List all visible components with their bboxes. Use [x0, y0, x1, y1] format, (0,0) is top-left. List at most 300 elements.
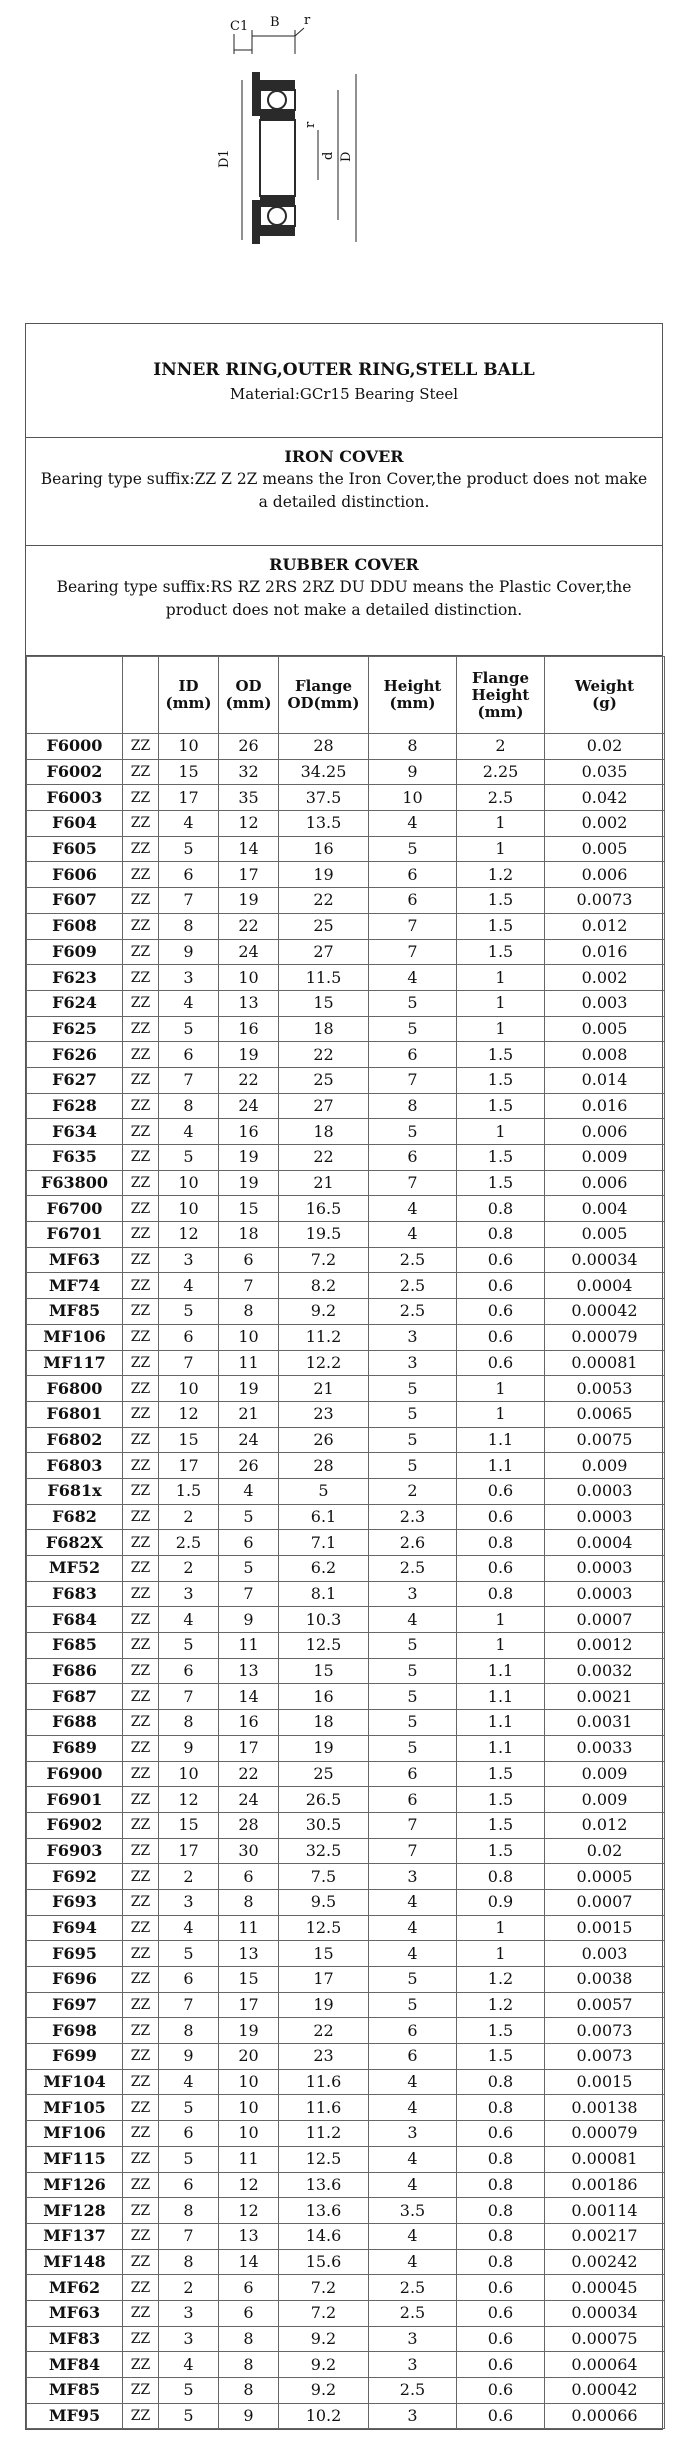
- cell-flange-od: 19: [279, 1992, 369, 2018]
- cell-model: MF63: [27, 1247, 123, 1273]
- cell-model: MF95: [27, 2403, 123, 2429]
- cell-id: 3: [159, 1247, 219, 1273]
- cell-model: MF85: [27, 2378, 123, 2404]
- cell-weight: 0.014: [545, 1067, 665, 1093]
- cell-height: 3: [369, 1324, 457, 1350]
- cell-weight: 0.0053: [545, 1376, 665, 1402]
- cell-height: 3: [369, 1581, 457, 1607]
- cell-flange-od: 32.5: [279, 1838, 369, 1864]
- cell-height: 4: [369, 965, 457, 991]
- table-row: [27, 1735, 665, 1761]
- cell-height: 5: [369, 1684, 457, 1710]
- table-row: [27, 1478, 665, 1504]
- table-row: [27, 1324, 665, 1350]
- cell-od: 15: [219, 1967, 279, 1993]
- cell-weight: 0.00186: [545, 2172, 665, 2198]
- cell-model: F6000: [27, 734, 123, 760]
- cell-weight: 0.00034: [545, 1247, 665, 1273]
- cell-height: 3.5: [369, 2198, 457, 2224]
- cell-height: 4: [369, 1196, 457, 1222]
- cell-id: 1.5: [159, 1478, 219, 1504]
- cell-od: 6: [219, 1247, 279, 1273]
- cell-height: 4: [369, 2223, 457, 2249]
- cell-model: MF148: [27, 2249, 123, 2275]
- cell-id: 4: [159, 2352, 219, 2378]
- table-row: [27, 1376, 665, 1402]
- cell-suffix: ZZ: [123, 785, 159, 811]
- cell-flange-height: 1.1: [457, 1710, 545, 1736]
- cell-suffix: ZZ: [123, 2300, 159, 2326]
- cell-suffix: ZZ: [123, 2146, 159, 2172]
- table-row: [27, 939, 665, 965]
- table-row: [27, 913, 665, 939]
- label-c1: C1: [230, 19, 249, 34]
- cell-od: 8: [219, 1299, 279, 1325]
- cell-suffix: ZZ: [123, 759, 159, 785]
- cell-weight: 0.009: [545, 1787, 665, 1813]
- cell-flange-height: 1.5: [457, 939, 545, 965]
- cell-od: 13: [219, 990, 279, 1016]
- cell-id: 8: [159, 1710, 219, 1736]
- cell-flange-od: 25: [279, 1067, 369, 1093]
- cell-od: 8: [219, 1889, 279, 1915]
- cell-flange-height: 0.6: [457, 2378, 545, 2404]
- cell-flange-height: 0.8: [457, 2095, 545, 2121]
- cell-flange-height: 1.5: [457, 913, 545, 939]
- cell-flange-height: 0.6: [457, 2275, 545, 2301]
- cell-model: F6700: [27, 1196, 123, 1222]
- cell-height: 5: [369, 836, 457, 862]
- cell-od: 7: [219, 1581, 279, 1607]
- cell-id: 10: [159, 734, 219, 760]
- cell-height: 3: [369, 1350, 457, 1376]
- cell-flange-height: 1.5: [457, 888, 545, 914]
- cell-height: 6: [369, 1042, 457, 1068]
- cell-height: 4: [369, 1915, 457, 1941]
- cell-weight: 0.00081: [545, 1350, 665, 1376]
- cell-flange-height: 0.6: [457, 2403, 545, 2429]
- cell-suffix: ZZ: [123, 1453, 159, 1479]
- cell-weight: 0.0003: [545, 1478, 665, 1504]
- cell-model: MF105: [27, 2095, 123, 2121]
- cell-od: 9: [219, 2403, 279, 2429]
- cell-id: 3: [159, 2326, 219, 2352]
- cell-model: F635: [27, 1145, 123, 1171]
- cell-flange-od: 10.3: [279, 1607, 369, 1633]
- cell-suffix: ZZ: [123, 939, 159, 965]
- cell-od: 20: [219, 2044, 279, 2070]
- header-flange-height: Flange Height (mm): [457, 657, 545, 734]
- cell-weight: 0.006: [545, 1170, 665, 1196]
- cell-id: 3: [159, 965, 219, 991]
- cell-weight: 0.0038: [545, 1967, 665, 1993]
- cell-flange-height: 0.8: [457, 1581, 545, 1607]
- cell-model: MF85: [27, 1299, 123, 1325]
- table-row: [27, 2326, 665, 2352]
- cell-model: F607: [27, 888, 123, 914]
- table-row: [27, 1941, 665, 1967]
- cell-flange-height: 1.1: [457, 1658, 545, 1684]
- cell-flange-od: 22: [279, 2018, 369, 2044]
- cell-flange-od: 12.2: [279, 1350, 369, 1376]
- cell-od: 28: [219, 1812, 279, 1838]
- table-row: [27, 2172, 665, 2198]
- cell-od: 14: [219, 2249, 279, 2275]
- cell-od: 5: [219, 1504, 279, 1530]
- cell-height: 4: [369, 1222, 457, 1248]
- cell-height: 4: [369, 1607, 457, 1633]
- cell-id: 12: [159, 1401, 219, 1427]
- cell-height: 4: [369, 811, 457, 837]
- cell-flange-od: 13.6: [279, 2172, 369, 2198]
- cell-flange-height: 1: [457, 1607, 545, 1633]
- cell-flange-height: 0.6: [457, 1273, 545, 1299]
- cell-model: F605: [27, 836, 123, 862]
- table-row: [27, 2223, 665, 2249]
- cell-flange-od: 18: [279, 1119, 369, 1145]
- cell-suffix: ZZ: [123, 1222, 159, 1248]
- cell-flange-od: 23: [279, 2044, 369, 2070]
- cell-flange-od: 11.5: [279, 965, 369, 991]
- cell-flange-od: 9.2: [279, 2352, 369, 2378]
- table-row: [27, 1967, 665, 1993]
- cell-suffix: ZZ: [123, 862, 159, 888]
- cell-flange-od: 12.5: [279, 1915, 369, 1941]
- cell-suffix: ZZ: [123, 990, 159, 1016]
- cell-height: 3: [369, 2326, 457, 2352]
- cell-height: 4: [369, 2172, 457, 2198]
- cell-suffix: ZZ: [123, 1710, 159, 1736]
- cell-id: 10: [159, 1761, 219, 1787]
- cell-od: 6: [219, 1530, 279, 1556]
- cell-suffix: ZZ: [123, 1992, 159, 2018]
- cell-model: MF62: [27, 2275, 123, 2301]
- cell-flange-od: 7.1: [279, 1530, 369, 1556]
- cell-flange-od: 22: [279, 888, 369, 914]
- cell-id: 4: [159, 2069, 219, 2095]
- cell-suffix: ZZ: [123, 2378, 159, 2404]
- table-row: [27, 1042, 665, 1068]
- table-row: [27, 1992, 665, 2018]
- cell-id: 2: [159, 1504, 219, 1530]
- cell-weight: 0.042: [545, 785, 665, 811]
- cell-id: 6: [159, 2121, 219, 2147]
- cell-model: F682: [27, 1504, 123, 1530]
- cell-id: 5: [159, 1633, 219, 1659]
- cell-model: MF115: [27, 2146, 123, 2172]
- cell-suffix: ZZ: [123, 2326, 159, 2352]
- cell-suffix: ZZ: [123, 1633, 159, 1659]
- cell-flange-height: 0.6: [457, 2326, 545, 2352]
- rubber-cover-title: RUBBER COVER: [269, 555, 419, 574]
- cell-od: 15: [219, 1196, 279, 1222]
- cell-od: 11: [219, 1633, 279, 1659]
- cell-height: 5: [369, 1453, 457, 1479]
- table-row: [27, 1453, 665, 1479]
- label-r-mid: r: [303, 121, 318, 128]
- cell-flange-od: 15: [279, 1941, 369, 1967]
- outer-ring-bottom: [260, 226, 295, 236]
- cell-id: 2: [159, 1864, 219, 1890]
- cell-flange-od: 18: [279, 1016, 369, 1042]
- cell-flange-height: 1.2: [457, 1967, 545, 1993]
- cell-od: 14: [219, 1684, 279, 1710]
- cell-model: F628: [27, 1093, 123, 1119]
- label-od: D: [339, 151, 354, 162]
- cell-weight: 0.0031: [545, 1710, 665, 1736]
- table-row: [27, 759, 665, 785]
- cell-id: 7: [159, 1350, 219, 1376]
- cell-suffix: ZZ: [123, 2095, 159, 2121]
- cell-model: MF126: [27, 2172, 123, 2198]
- cell-flange-od: 25: [279, 1761, 369, 1787]
- cell-od: 16: [219, 1710, 279, 1736]
- cell-height: 5: [369, 1016, 457, 1042]
- table-row: [27, 1761, 665, 1787]
- cell-flange-height: 1.5: [457, 1170, 545, 1196]
- cell-flange-height: 0.8: [457, 2223, 545, 2249]
- cell-height: 7: [369, 1170, 457, 1196]
- cell-height: 7: [369, 1067, 457, 1093]
- cell-od: 9: [219, 1607, 279, 1633]
- bearing-spec-table: [26, 656, 665, 2429]
- cell-weight: 0.00138: [545, 2095, 665, 2121]
- table-row: [27, 734, 665, 760]
- cell-flange-height: 2.5: [457, 785, 545, 811]
- cell-od: 10: [219, 2121, 279, 2147]
- label-d1: D1: [217, 149, 232, 168]
- cell-weight: 0.035: [545, 759, 665, 785]
- cell-id: 10: [159, 1196, 219, 1222]
- cell-od: 18: [219, 1222, 279, 1248]
- cell-model: F685: [27, 1633, 123, 1659]
- cell-od: 24: [219, 1787, 279, 1813]
- cell-flange-od: 6.2: [279, 1556, 369, 1582]
- cell-id: 6: [159, 1658, 219, 1684]
- cell-weight: 0.0015: [545, 1915, 665, 1941]
- cell-flange-od: 22: [279, 1145, 369, 1171]
- cell-weight: 0.008: [545, 1042, 665, 1068]
- cell-od: 19: [219, 1170, 279, 1196]
- cell-model: F606: [27, 862, 123, 888]
- cell-weight: 0.0004: [545, 1273, 665, 1299]
- cell-id: 5: [159, 1145, 219, 1171]
- cell-model: F686: [27, 1658, 123, 1684]
- cell-od: 32: [219, 759, 279, 785]
- outer-ring-top: [260, 80, 295, 90]
- cell-suffix: ZZ: [123, 1299, 159, 1325]
- cell-suffix: ZZ: [123, 2044, 159, 2070]
- cell-flange-od: 15: [279, 1658, 369, 1684]
- cell-suffix: ZZ: [123, 2403, 159, 2429]
- cell-suffix: ZZ: [123, 1119, 159, 1145]
- cell-flange-height: 0.6: [457, 1247, 545, 1273]
- table-row: [27, 836, 665, 862]
- table-row: [27, 1273, 665, 1299]
- cell-model: F627: [27, 1067, 123, 1093]
- cell-model: F695: [27, 1941, 123, 1967]
- cell-flange-height: 0.6: [457, 1324, 545, 1350]
- cell-id: 5: [159, 836, 219, 862]
- bearing-diagram: [200, 0, 420, 312]
- cell-flange-od: 5: [279, 1478, 369, 1504]
- cell-weight: 0.00064: [545, 2352, 665, 2378]
- cell-weight: 0.005: [545, 1016, 665, 1042]
- table-row: [27, 1119, 665, 1145]
- cell-flange-od: 21: [279, 1170, 369, 1196]
- cell-suffix: ZZ: [123, 1067, 159, 1093]
- cell-model: F6903: [27, 1838, 123, 1864]
- cell-id: 5: [159, 1016, 219, 1042]
- table-row: [27, 785, 665, 811]
- cell-weight: 0.012: [545, 1812, 665, 1838]
- cell-weight: 0.0073: [545, 888, 665, 914]
- cell-weight: 0.0021: [545, 1684, 665, 1710]
- cell-model: F6801: [27, 1401, 123, 1427]
- cell-od: 5: [219, 1556, 279, 1582]
- cell-id: 4: [159, 1915, 219, 1941]
- cell-id: 3: [159, 2300, 219, 2326]
- cell-od: 17: [219, 862, 279, 888]
- cell-flange-height: 1.2: [457, 862, 545, 888]
- table-body: [27, 734, 665, 2429]
- cell-model: F697: [27, 1992, 123, 2018]
- cell-od: 19: [219, 888, 279, 914]
- cell-weight: 0.009: [545, 1145, 665, 1171]
- cell-height: 2: [369, 1478, 457, 1504]
- cell-height: 5: [369, 1376, 457, 1402]
- cell-flange-od: 37.5: [279, 785, 369, 811]
- cell-id: 17: [159, 1453, 219, 1479]
- cell-model: F694: [27, 1915, 123, 1941]
- cell-flange-od: 7.2: [279, 1247, 369, 1273]
- table-row: [27, 1016, 665, 1042]
- cell-flange-od: 25: [279, 913, 369, 939]
- cell-flange-od: 7.2: [279, 2275, 369, 2301]
- cell-model: F6800: [27, 1376, 123, 1402]
- table-row: [27, 1658, 665, 1684]
- cell-height: 6: [369, 1145, 457, 1171]
- cell-flange-height: 1: [457, 1941, 545, 1967]
- cell-suffix: ZZ: [123, 2223, 159, 2249]
- cell-flange-height: 1: [457, 1401, 545, 1427]
- cell-id: 3: [159, 1889, 219, 1915]
- cell-od: 8: [219, 2326, 279, 2352]
- cell-flange-od: 11.6: [279, 2095, 369, 2121]
- cell-flange-od: 22: [279, 1042, 369, 1068]
- label-d: d: [321, 151, 336, 160]
- cell-flange-od: 7.5: [279, 1864, 369, 1890]
- header-suffix: [123, 657, 159, 734]
- cell-height: 5: [369, 1658, 457, 1684]
- cell-flange-height: 1: [457, 811, 545, 837]
- cell-height: 7: [369, 913, 457, 939]
- cell-flange-height: 0.8: [457, 2249, 545, 2275]
- table-row: [27, 1145, 665, 1171]
- cell-suffix: ZZ: [123, 1915, 159, 1941]
- cell-height: 8: [369, 734, 457, 760]
- cell-od: 8: [219, 2352, 279, 2378]
- cell-id: 15: [159, 1427, 219, 1453]
- cell-id: 5: [159, 2378, 219, 2404]
- cell-od: 19: [219, 1145, 279, 1171]
- cell-height: 5: [369, 1967, 457, 1993]
- cell-height: 2.3: [369, 1504, 457, 1530]
- cell-suffix: ZZ: [123, 1427, 159, 1453]
- cell-suffix: ZZ: [123, 1864, 159, 1890]
- table-row: [27, 2378, 665, 2404]
- cell-od: 10: [219, 965, 279, 991]
- table-row: [27, 1299, 665, 1325]
- cell-id: 10: [159, 1376, 219, 1402]
- cell-id: 8: [159, 2018, 219, 2044]
- cell-id: 9: [159, 939, 219, 965]
- cell-weight: 0.002: [545, 811, 665, 837]
- cell-model: F699: [27, 2044, 123, 2070]
- header-id: ID (mm): [159, 657, 219, 734]
- cell-flange-od: 26: [279, 1427, 369, 1453]
- cell-height: 9: [369, 759, 457, 785]
- cell-flange-od: 21: [279, 1376, 369, 1402]
- cell-id: 4: [159, 990, 219, 1016]
- cell-flange-od: 19: [279, 1735, 369, 1761]
- cell-id: 9: [159, 2044, 219, 2070]
- cell-flange-od: 6.1: [279, 1504, 369, 1530]
- cell-suffix: ZZ: [123, 2018, 159, 2044]
- cell-weight: 0.003: [545, 990, 665, 1016]
- table-row: [27, 2249, 665, 2275]
- table-row: [27, 2275, 665, 2301]
- table-row: [27, 862, 665, 888]
- cell-flange-od: 15.6: [279, 2249, 369, 2275]
- cell-model: MF84: [27, 2352, 123, 2378]
- cell-weight: 0.0075: [545, 1427, 665, 1453]
- cell-id: 5: [159, 1299, 219, 1325]
- table-row: [27, 1170, 665, 1196]
- section-title: INNER RING,OUTER RING,STELL BALL: [153, 360, 535, 380]
- cell-height: 5: [369, 1633, 457, 1659]
- cell-suffix: ZZ: [123, 2275, 159, 2301]
- cell-id: 6: [159, 862, 219, 888]
- table-header-row: [27, 657, 665, 734]
- cell-suffix: ZZ: [123, 1376, 159, 1402]
- cell-model: F623: [27, 965, 123, 991]
- cell-od: 6: [219, 1864, 279, 1890]
- cell-suffix: ZZ: [123, 1196, 159, 1222]
- table-row: [27, 2069, 665, 2095]
- cell-height: 7: [369, 1838, 457, 1864]
- cell-weight: 0.016: [545, 939, 665, 965]
- spec-sheet: [25, 323, 663, 2430]
- cell-height: 10: [369, 785, 457, 811]
- ball-top: [268, 91, 286, 109]
- cell-od: 8: [219, 2378, 279, 2404]
- cell-id: 5: [159, 2146, 219, 2172]
- cell-od: 11: [219, 1350, 279, 1376]
- cell-flange-height: 1: [457, 1119, 545, 1145]
- cell-suffix: ZZ: [123, 1324, 159, 1350]
- rubber-cover-text: Bearing type suffix:RS RZ 2RS 2RZ DU DDU means the Plastic Cover,the product does not make a detailed distinction.: [56, 578, 632, 619]
- cell-model: F608: [27, 913, 123, 939]
- cell-weight: 0.0073: [545, 2018, 665, 2044]
- cell-flange-height: 1.5: [457, 1067, 545, 1093]
- cell-flange-od: 13.5: [279, 811, 369, 837]
- cell-flange-height: 0.8: [457, 1196, 545, 1222]
- cell-height: 5: [369, 990, 457, 1016]
- cell-suffix: ZZ: [123, 1530, 159, 1556]
- cell-height: 2.6: [369, 1530, 457, 1556]
- cell-flange-od: 18: [279, 1710, 369, 1736]
